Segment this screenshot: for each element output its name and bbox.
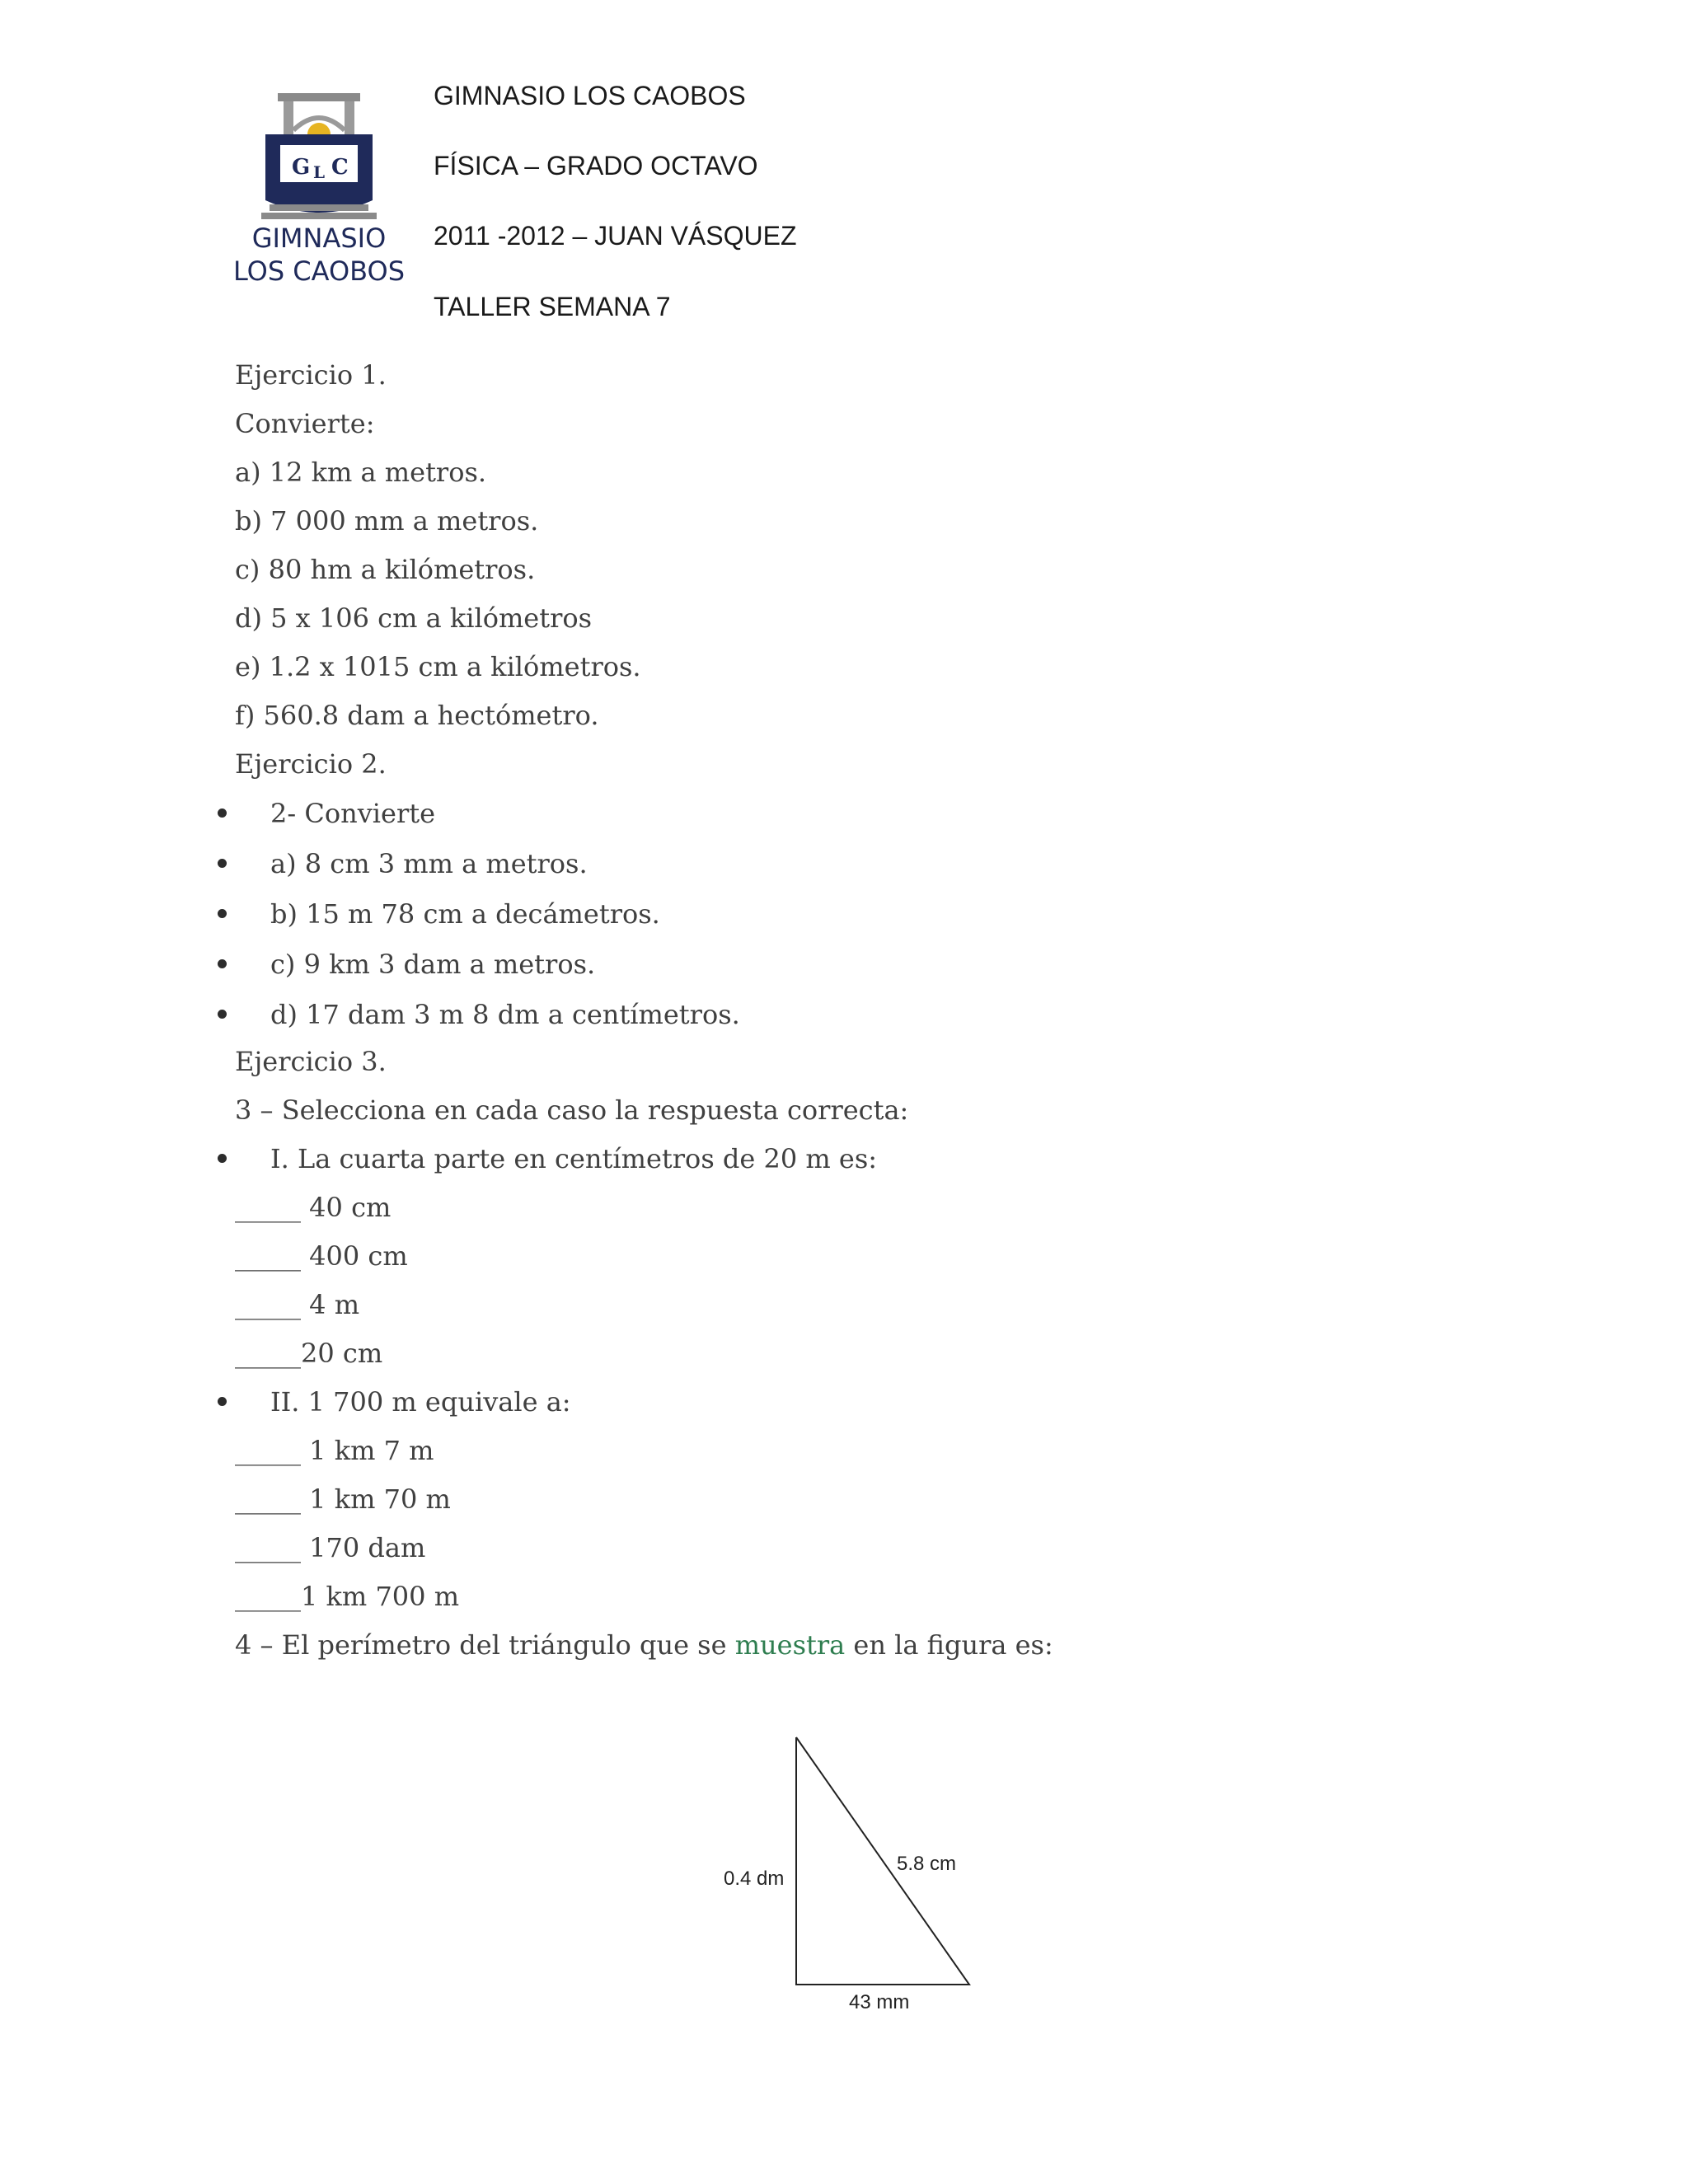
answer-option: _____ 1 km 7 m: [235, 1435, 434, 1466]
triangle-side-vertical-label: 0.4 dm: [724, 1868, 785, 1890]
triangle-hypotenuse-label: 5.8 cm: [897, 1853, 957, 1875]
bullet-icon: [218, 959, 227, 968]
exercise-4-text-after: en la figura es:: [845, 1629, 1053, 1661]
svg-text:C: C: [331, 155, 349, 180]
bullet-icon: [218, 1154, 227, 1163]
exercise-2-item: b) 15 m 78 cm a decámetros.: [270, 898, 660, 930]
school-logo: [232, 89, 406, 295]
exercise-3-question-2: II. 1 700 m equivale a:: [270, 1386, 571, 1418]
school-name: GIMNASIO LOS CAOBOS: [434, 81, 746, 110]
exercise-1-item: c) 80 hm a kilómetros.: [235, 554, 536, 585]
exercise-1-item: e) 1.2 x 1015 cm a kilómetros.: [235, 651, 641, 682]
bullet-icon: [218, 808, 227, 818]
exercise-4-text-before: 4 – El perímetro del triángulo que se: [235, 1629, 735, 1661]
svg-text:LOS CAOBOS: LOS CAOBOS: [232, 255, 406, 287]
answer-option: _____ 1 km 70 m: [235, 1483, 451, 1515]
bullet-icon: [218, 1010, 227, 1019]
bullet-icon: [218, 1397, 227, 1406]
exercise-1-item: b) 7 000 mm a metros.: [235, 505, 539, 537]
exercise-2-item: a) 8 cm 3 mm a metros.: [270, 848, 588, 879]
triangle-base-label: 43 mm: [849, 1991, 910, 2013]
svg-text:G: G: [292, 155, 311, 180]
answer-option: _____1 km 700 m: [235, 1581, 460, 1612]
exercise-3-intro: 3 – Selecciona en cada caso la respuesta correcta:: [235, 1094, 909, 1126]
answer-option: _____ 40 cm: [235, 1192, 392, 1223]
exercise-1-intro: Convierte:: [235, 408, 375, 439]
svg-text:L: L: [313, 162, 326, 182]
bullet-icon: [218, 859, 227, 868]
exercise-2-item: 2- Convierte: [270, 798, 436, 829]
exercise-1-item: a) 12 km a metros.: [235, 457, 487, 488]
exercise-1-item: d) 5 x 106 cm a kilómetros: [235, 602, 593, 634]
exercise-1-title: Ejercicio 1.: [235, 359, 387, 391]
svg-text:GIMNASIO: GIMNASIO: [251, 223, 387, 254]
exercise-4-question: [235, 1629, 1053, 1661]
workshop-title: TALLER SEMANA 7: [434, 292, 671, 321]
exercise-3-title: Ejercicio 3.: [235, 1046, 387, 1077]
answer-option: _____ 170 dam: [235, 1532, 426, 1563]
exercise-2-item: c) 9 km 3 dam a metros.: [270, 949, 596, 980]
exercise-1-item: f) 560.8 dam a hectómetro.: [235, 700, 599, 731]
answer-option: _____ 400 cm: [235, 1240, 408, 1272]
exercise-2-title: Ejercicio 2.: [235, 748, 387, 780]
answer-option: _____ 4 m: [235, 1289, 360, 1320]
exercise-2-item: d) 17 dam 3 m 8 dm a centímetros.: [270, 999, 740, 1030]
triangle-figure: [709, 1722, 989, 2019]
bullet-icon: [218, 909, 227, 918]
year-teacher: 2011 -2012 – JUAN VÁSQUEZ: [434, 221, 797, 251]
answer-option: _____20 cm: [235, 1338, 383, 1369]
exercise-4-highlight: muestra: [734, 1629, 846, 1661]
subject-title: FÍSICA – GRADO OCTAVO: [434, 151, 758, 180]
school-crest-icon: [232, 89, 406, 295]
exercise-3-question-1: I. La cuarta parte en centímetros de 20 m es:: [270, 1143, 878, 1174]
